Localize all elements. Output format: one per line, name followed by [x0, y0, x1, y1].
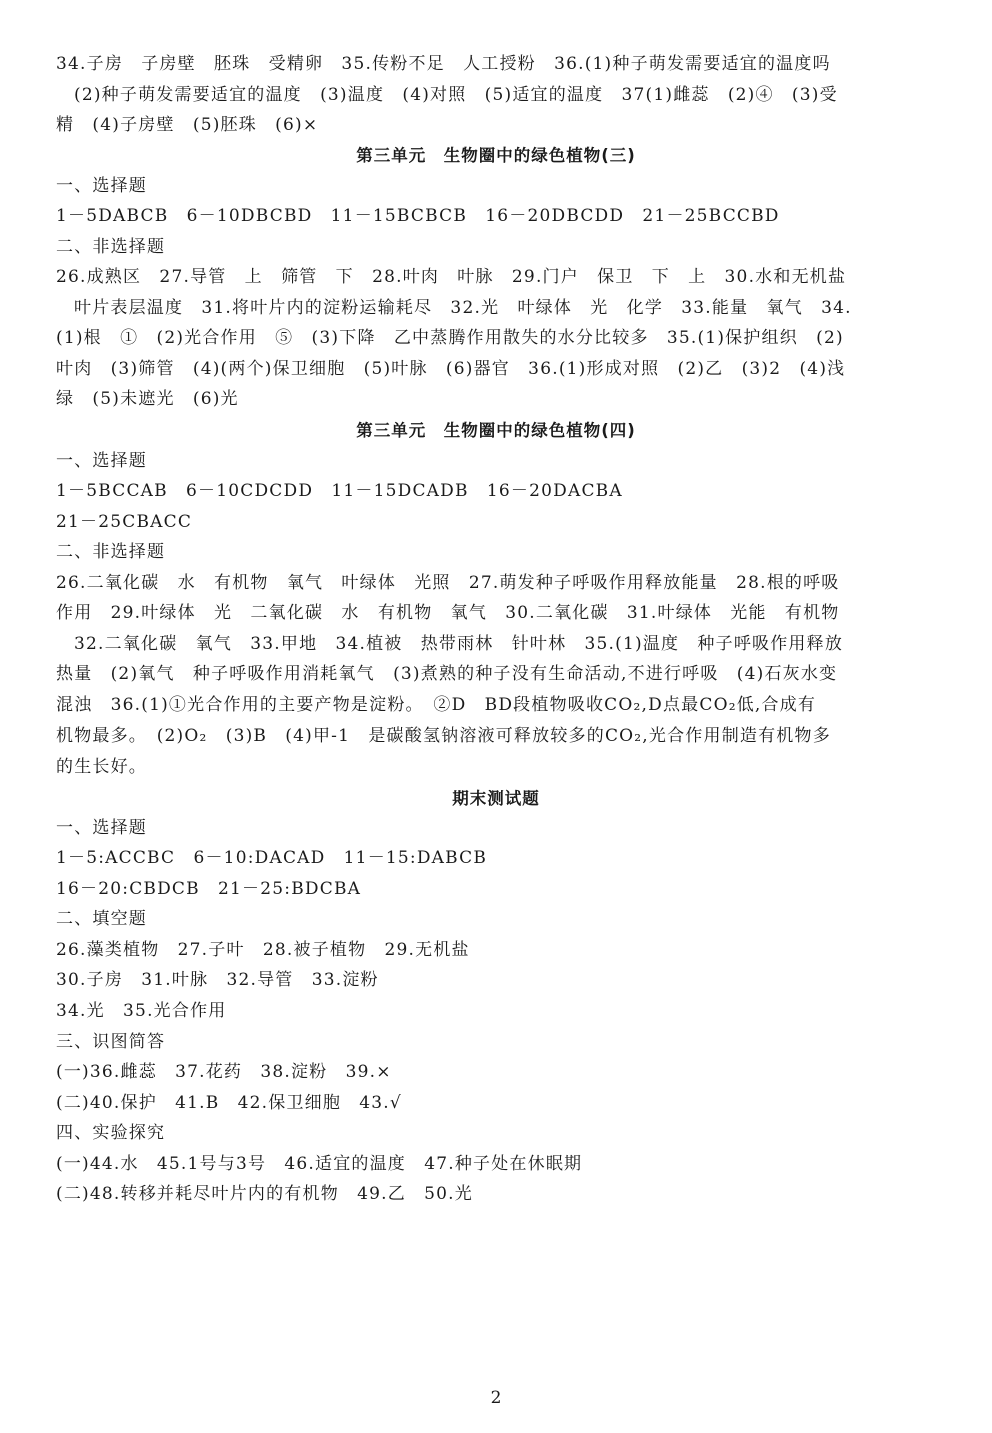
subsection-title: 一、选择题	[56, 176, 147, 196]
subsection-title: 二、非选择题	[56, 237, 166, 257]
text-line: 16－20:CBDCB 21－25:BDCBA	[56, 879, 362, 899]
text-line: 32.二氧化碳 氧气 33.甲地 34.植被 热带雨林 针叶林 35.(1)温度 种子呼吸作用释放	[74, 634, 844, 654]
text-line: 的生长好。	[56, 757, 147, 777]
text-line: 混浊 36.(1)①光合作用的主要产物是淀粉。 ②D BD段植物吸收CO₂,D点最CO₂低,合成有	[56, 695, 817, 715]
section-heading: 第三单元 生物圈中的绿色植物(四)	[356, 421, 636, 440]
text-line: 1－5:ACCBC 6－10:DACAD 11－15:DABCB	[56, 848, 488, 868]
text-line: 34.子房 子房壁 胚珠 受精卵 35.传粉不足 人工授粉 36.(1)种子萌发需要适宜的温度吗	[56, 54, 831, 74]
text-line: 26.二氧化碳 水 有机物 氧气 叶绿体 光照 27.萌发种子呼吸作用释放能量 28.根的呼吸	[56, 573, 840, 593]
text-line: (2)种子萌发需要适宜的温度 (3)温度 (4)对照 (5)适宜的温度 37(1)雌蕊 (2)④ (3)受	[74, 85, 838, 105]
section-heading: 第三单元 生物圈中的绿色植物(三)	[356, 146, 636, 165]
text-line: 26.成熟区 27.导管 上 筛管 下 28.叶肉 叶脉 29.门户 保卫 下 上 30.水和无机盐	[56, 267, 847, 287]
subsection-title: 二、非选择题	[56, 542, 166, 562]
text-line: 机物最多。 (2)O₂ (3)B (4)甲-1 是碳酸氢钠溶液可释放较多的CO₂,光合作用制造有机物多	[56, 726, 831, 746]
text-line: 1－5DABCB 6－10DBCBD 11－15BCBCB 16－20DBCDD 21－25BCCBD	[56, 206, 780, 226]
text-line: 30.子房 31.叶脉 32.导管 33.淀粉	[56, 970, 379, 990]
subsection-title: 二、填空题	[56, 909, 147, 929]
text-line: 绿 (5)未遮光 (6)光	[56, 389, 239, 409]
text-line: (一)36.雌蕊 37.花药 38.淀粉 39.×	[56, 1062, 392, 1082]
subsection-title: 一、选择题	[56, 818, 147, 838]
text-line: (二)48.转移并耗尽叶片内的有机物 49.乙 50.光	[56, 1184, 473, 1204]
subsection-title: 三、识图简答	[56, 1032, 166, 1052]
text-line: 34.光 35.光合作用	[56, 1001, 227, 1021]
subsection-title: 一、选择题	[56, 451, 147, 471]
text-line: 1－5BCCAB 6－10CDCDD 11－15DCADB 16－20DACBA	[56, 481, 623, 501]
text-line: 叶片表层温度 31.将叶片内的淀粉运输耗尽 32.光 叶绿体 光 化学 33.能量 氧气 34.	[74, 298, 852, 318]
subsection-title: 四、实验探究	[56, 1123, 166, 1143]
text-line: 作用 29.叶绿体 光 二氧化碳 水 有机物 氧气 30.二氧化碳 31.叶绿体 光能 有机物	[56, 603, 840, 623]
text-line: (二)40.保护 41.B 42.保卫细胞 43.√	[56, 1093, 402, 1113]
text-line: (1)根 ① (2)光合作用 ⑤ (3)下降 乙中蒸腾作用散失的水分比较多 35.(1)保护组织 (2)	[56, 328, 844, 348]
text-line: 热量 (2)氧气 种子呼吸作用消耗氧气 (3)煮熟的种子没有生命活动,不进行呼吸 (4)石灰水变	[56, 664, 838, 684]
text-line: 叶肉 (3)筛管 (4)(两个)保卫细胞 (5)叶脉 (6)器官 36.(1)形成对照 (2)乙 (3)2 (4)浅	[56, 359, 846, 379]
text-line: (一)44.水 45.1号与3号 46.适宜的温度 47.种子处在休眠期	[56, 1154, 583, 1174]
text-line: 21－25CBACC	[56, 512, 193, 532]
section-heading: 期末测试题	[452, 789, 540, 808]
text-line: 26.藻类植物 27.子叶 28.被子植物 29.无机盐	[56, 940, 470, 960]
page-number: 2	[490, 1388, 502, 1408]
text-line: 精 (4)子房壁 (5)胚珠 (6)×	[56, 115, 319, 135]
